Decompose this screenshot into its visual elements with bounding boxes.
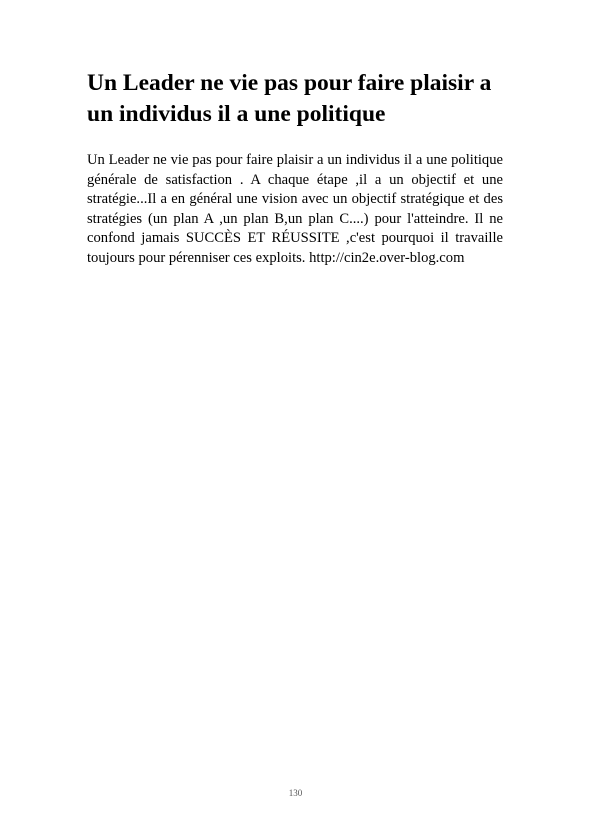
body-paragraph: Un Leader ne vie pas pour faire plaisir a un individus il a une politique générale de satisfaction . A chaque étape ,il a un objectif et une stratégie...Il a en général une vision avec un objectif stratégique et des stratégies (un plan A ,un plan B,un plan C....) pour l'atteindre. Il ne confond jamais SUCCÈS ET RÉUSSITE ,c'est pourquoi il travaille toujours pour pérenniser ces exploits. http://cin2e.over-blog.com bbox=[87, 152, 503, 266]
page-number: 130 bbox=[288, 788, 303, 798]
page-title: Un Leader ne vie pas pour faire plaisir a un individus il a une politique bbox=[87, 70, 492, 127]
